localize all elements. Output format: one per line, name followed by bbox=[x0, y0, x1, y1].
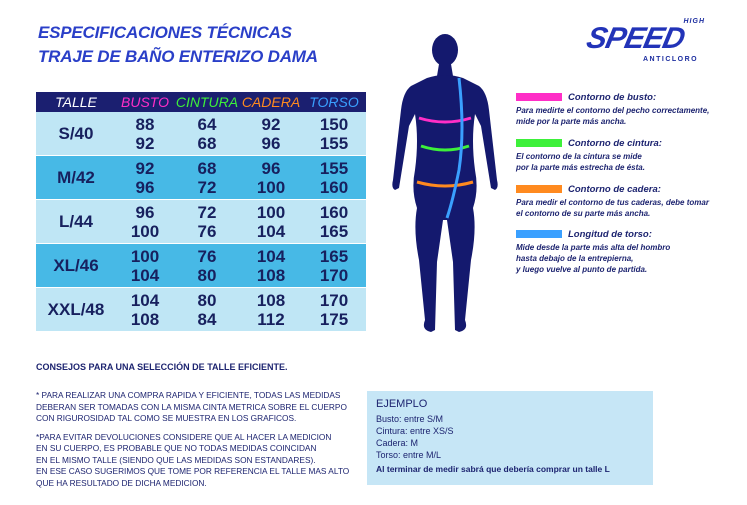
busto-swatch bbox=[516, 93, 562, 101]
tip-line: EN SU CUERPO, ES PROBABLE QUE NO TODAS MEDIDAS COINCIDAN bbox=[36, 443, 317, 453]
logo-high-text: HIGH bbox=[683, 18, 705, 25]
cintura-min: 76 bbox=[197, 246, 217, 266]
tips-title: CONSEJOS PARA UNA SELECCIÓN DE TALLE EFICIENTE. bbox=[36, 362, 288, 372]
tip-paragraph-2 bbox=[36, 432, 356, 490]
header-talle: TALLE bbox=[55, 94, 97, 110]
title-line-1: ESPECIFICACIONES TÉCNICAS bbox=[38, 23, 292, 42]
size-label: XXL/48 bbox=[47, 300, 105, 319]
legend-desc-line: y luego vuelve al punto de partida. bbox=[516, 265, 648, 274]
tip-line: QUE HA RESULTADO DE DICHA MEDICION. bbox=[36, 477, 207, 488]
example-title: EJEMPLO bbox=[376, 398, 428, 410]
cadera-max: 96 bbox=[261, 133, 281, 153]
cintura-max: 84 bbox=[197, 309, 217, 329]
cintura-min: 68 bbox=[197, 158, 217, 178]
cadera-swatch bbox=[516, 185, 562, 193]
legend-desc-line: El contorno de la cintura se mide bbox=[516, 152, 642, 161]
size-label: L/44 bbox=[58, 212, 94, 231]
cadera-min: 108 bbox=[256, 290, 286, 310]
example-footer: Al terminar de medir sabrá que debería comprar un talle L bbox=[376, 464, 610, 474]
cadera-min: 104 bbox=[256, 246, 286, 266]
legend-desc-line: Mide desde la parte más alta del hombro bbox=[516, 243, 671, 252]
legend-desc-line: el contorno de su parte más ancha. bbox=[516, 209, 651, 218]
cadera-min: 100 bbox=[256, 202, 286, 222]
cintura-max: 80 bbox=[197, 265, 217, 285]
busto-max: 104 bbox=[130, 265, 160, 285]
example-box bbox=[367, 391, 653, 485]
tip-line: CON RIGUROSIDAD TAL COMO SE MUESTRA EN LOS GRAFICOS. bbox=[36, 413, 297, 423]
cintura-swatch bbox=[516, 139, 562, 147]
busto-min: 104 bbox=[130, 290, 160, 310]
table-row bbox=[36, 244, 366, 288]
table-row bbox=[36, 112, 366, 156]
torso-min: 170 bbox=[319, 290, 349, 310]
cintura-max: 76 bbox=[197, 221, 217, 241]
tip-line: DEBERAN SER TOMADAS CON LA MISMA CINTA METRICA SOBRE EL CUERPO bbox=[36, 401, 347, 412]
busto-min: 92 bbox=[135, 158, 155, 178]
tips-text bbox=[36, 390, 356, 496]
tip-line: EN ESE CASO SUGERIMOS QUE TOME POR REFERENCIA EL TALLE MAS ALTO bbox=[36, 466, 350, 476]
table-row bbox=[36, 156, 366, 200]
torso-max: 165 bbox=[319, 221, 349, 241]
size-label: M/42 bbox=[57, 168, 95, 187]
table-row bbox=[36, 200, 366, 244]
size-label: S/40 bbox=[58, 124, 94, 143]
legend-desc-line: Para medirte el contorno del pecho correctamente, bbox=[516, 106, 710, 115]
cadera-max: 104 bbox=[256, 221, 286, 241]
cadera-min: 96 bbox=[261, 158, 281, 178]
torso-max: 170 bbox=[319, 265, 349, 285]
torso-max: 160 bbox=[319, 177, 349, 197]
busto-min: 88 bbox=[135, 114, 155, 134]
torso-min: 160 bbox=[319, 202, 349, 222]
tip-paragraph-1 bbox=[36, 390, 356, 425]
busto-max: 100 bbox=[130, 221, 160, 241]
tip-line: * PARA REALIZAR UNA COMPRA RAPIDA Y EFICIENTE, TODAS LAS MEDIDAS bbox=[36, 390, 341, 400]
cadera-min: 92 bbox=[261, 114, 281, 134]
torso-swatch bbox=[516, 230, 562, 238]
logo-brand-text: SPEED bbox=[583, 22, 688, 55]
header-busto: BUSTO bbox=[121, 94, 169, 110]
size-table bbox=[36, 92, 366, 332]
busto-max: 96 bbox=[135, 177, 155, 197]
example-line: Torso: entre M/L bbox=[376, 450, 442, 460]
legend-desc-line: hasta debajo de la entrepierna, bbox=[516, 254, 634, 263]
cadera-max: 108 bbox=[256, 265, 286, 285]
legend-cintura bbox=[516, 137, 741, 173]
legend-busto bbox=[516, 91, 741, 127]
example-line: Cintura: entre XS/S bbox=[376, 426, 454, 436]
cintura-min: 80 bbox=[197, 290, 217, 310]
torso-min: 165 bbox=[319, 246, 349, 266]
woman-silhouette-icon bbox=[375, 30, 515, 340]
header-torso: TORSO bbox=[309, 94, 359, 110]
header-cadera: CADERA bbox=[241, 94, 301, 110]
logo-sub-text: ANTICLORO bbox=[643, 56, 699, 63]
torso-max: 175 bbox=[319, 309, 349, 329]
legend-torso bbox=[516, 228, 741, 275]
torso-max: 155 bbox=[319, 133, 349, 153]
brand-logo bbox=[585, 18, 715, 70]
busto-max: 108 bbox=[130, 309, 160, 329]
example-line: Cadera: M bbox=[376, 438, 419, 448]
legend-cadera bbox=[516, 183, 741, 219]
table-row bbox=[36, 288, 366, 332]
legend-title: Longitud de torso: bbox=[568, 228, 652, 240]
busto-min: 96 bbox=[135, 202, 155, 222]
cadera-max: 100 bbox=[256, 177, 286, 197]
legend-title: Contorno de cintura: bbox=[568, 137, 662, 149]
legend-title: Contorno de busto: bbox=[568, 91, 657, 103]
size-label: XL/46 bbox=[53, 256, 99, 275]
torso-min: 150 bbox=[319, 114, 349, 134]
header-cintura: CINTURA bbox=[175, 94, 239, 110]
cintura-min: 64 bbox=[197, 114, 217, 134]
example-line: Busto: entre S/M bbox=[376, 414, 444, 424]
torso-min: 155 bbox=[319, 158, 349, 178]
legend-desc-line: mide por la parte más ancha. bbox=[516, 117, 627, 126]
legend-desc-line: Para medir el contorno de tus caderas, debe tomar bbox=[516, 198, 709, 207]
legend-desc-line: por la parte más estrecha de ésta. bbox=[516, 163, 645, 172]
tip-line: EN EL MISMO TALLE (SIENDO QUE LAS MEDIDAS SON ESTANDARES). bbox=[36, 454, 316, 465]
legend-title: Contorno de cadera: bbox=[568, 183, 661, 195]
busto-max: 92 bbox=[135, 133, 155, 153]
cadera-max: 112 bbox=[257, 309, 285, 329]
cintura-max: 68 bbox=[197, 133, 217, 153]
tip-line: *PARA EVITAR DEVOLUCIONES CONSIDERE QUE AL HACER LA MEDICION bbox=[36, 431, 332, 442]
cintura-max: 72 bbox=[197, 177, 217, 197]
busto-min: 100 bbox=[130, 246, 160, 266]
title-line-2: TRAJE DE BAÑO ENTERIZO DAMA bbox=[38, 47, 318, 66]
cintura-min: 72 bbox=[197, 202, 217, 222]
size-table-header bbox=[36, 92, 366, 112]
